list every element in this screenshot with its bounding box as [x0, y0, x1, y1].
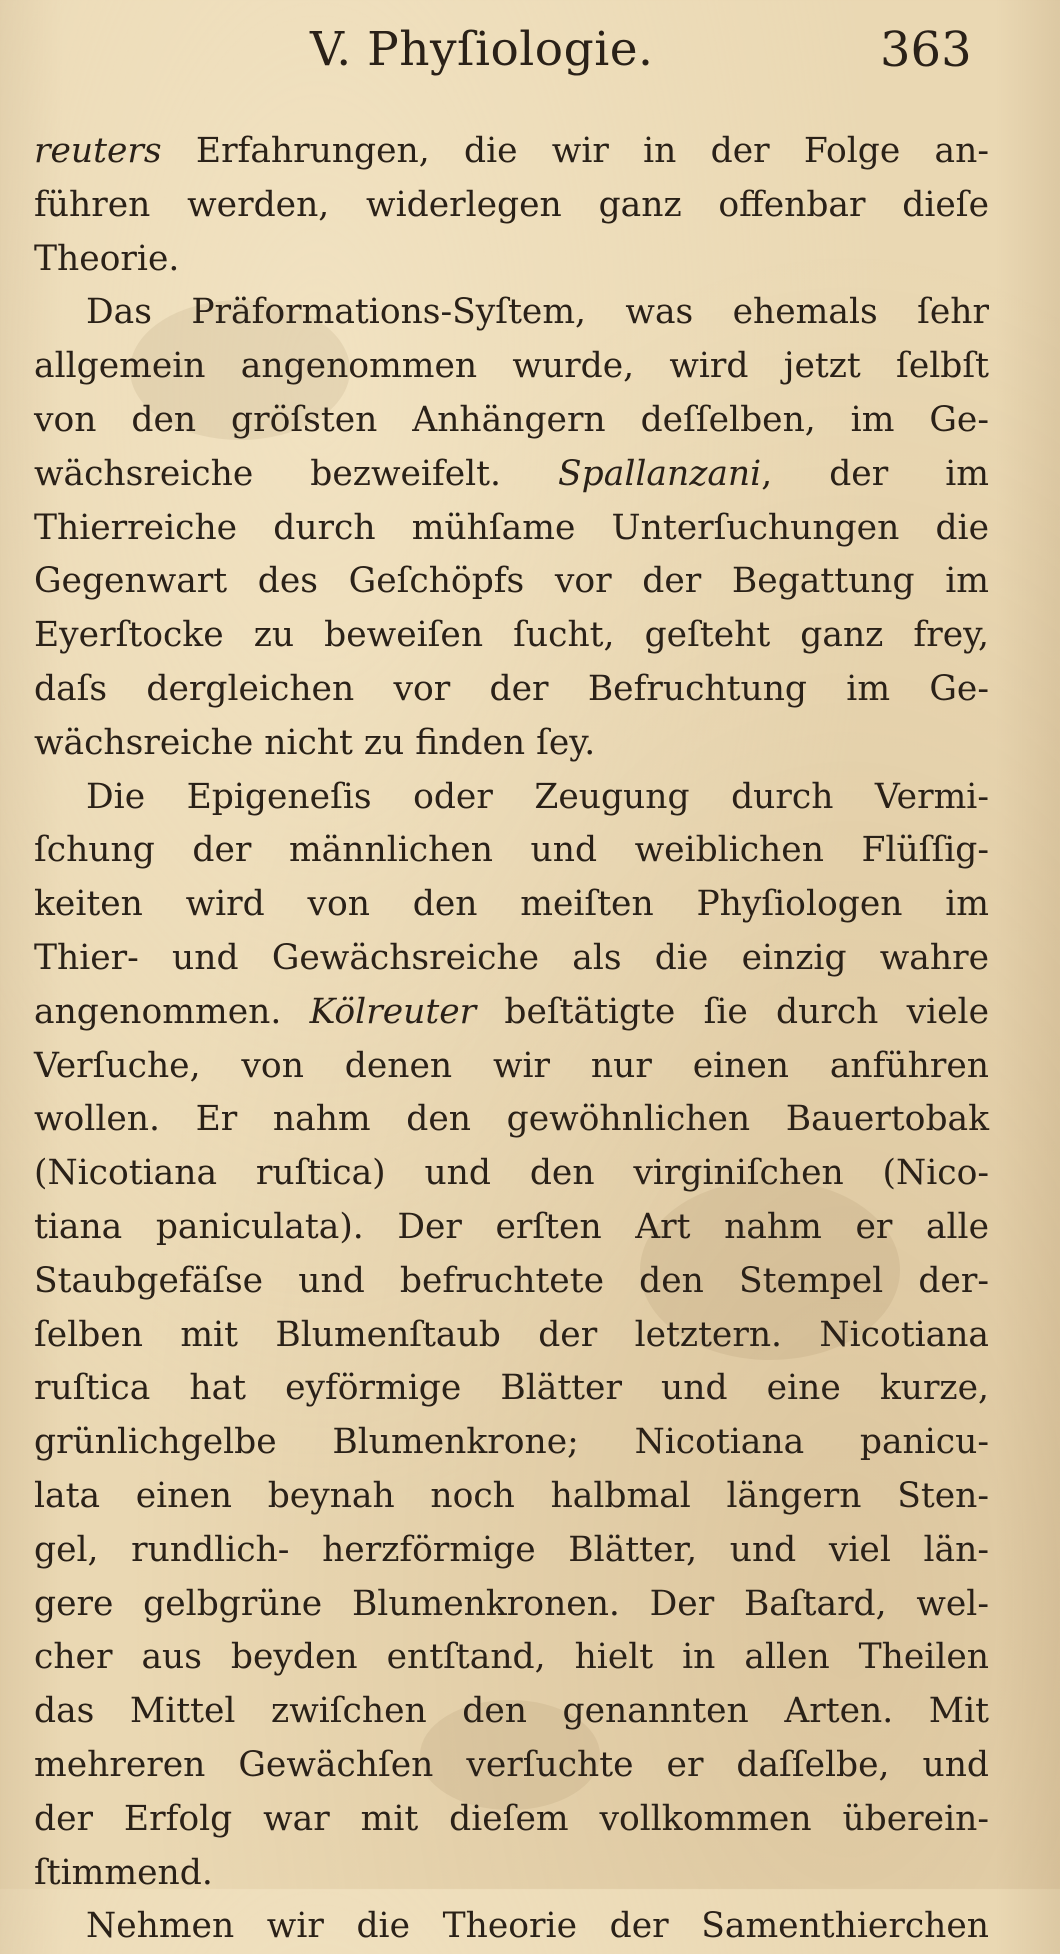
- page-number: 363: [880, 22, 972, 78]
- text-body: [34, 125, 989, 1954]
- text-line: Verſuche, von denen wir nur einen anführen: [34, 1045, 989, 1086]
- text-line: lata einen beynah noch halbmal längern Sten-: [34, 1475, 989, 1516]
- text-line: ſchung der männlichen und weiblichen Flüſſig-: [34, 830, 989, 871]
- text-line: Staubgefäſse und befruchtete den Stempel der-: [34, 1260, 989, 1301]
- text-line: grünlichgelbe Blumenkrone; Nicotiana panicu-: [34, 1422, 989, 1463]
- text-line: führen werden, widerlegen ganz offenbar dieſe: [34, 184, 989, 225]
- text-line: angenommen. Kölreuter beſtätigte ſie durch viele: [34, 991, 989, 1032]
- text-line: keiten wird von den meiſten Phyſiologen im: [34, 884, 989, 925]
- text-line: allgemein angenommen wurde, wird jetzt ſelbſt: [34, 346, 989, 387]
- text-line: ruſtica hat eyförmige Blätter und eine kurze,: [34, 1368, 989, 1409]
- text-line: gere gelbgrüne Blumenkronen. Der Baſtard, wel-: [34, 1583, 989, 1624]
- text-line: wächsreiche nicht zu finden ſey.: [34, 722, 596, 763]
- text-line: ſelben mit Blumenſtaub der letztern. Nicotiana: [34, 1314, 989, 1355]
- text-line: Thierreiche durch mühſame Unterſuchungen die: [34, 507, 989, 548]
- italic-name: Kölreuter: [309, 991, 477, 1032]
- text-line: der Erfolg war mit dieſem vollkommen überein-: [34, 1798, 989, 1839]
- section-title: V. Phyſiologie.: [310, 22, 654, 77]
- text-line: wächsreiche bezweifelt. Spallanzani, der im: [34, 453, 989, 494]
- text-line: Gegenwart des Geſchöpfs vor der Begattung im: [34, 561, 989, 602]
- text-line: ſtimmend.: [34, 1852, 213, 1893]
- italic-name: reuters: [34, 131, 162, 171]
- text-line: daſs dergleichen vor der Befruchtung im Ge-: [34, 668, 989, 709]
- text-line: von den gröſsten Anhängern deſſelben, im Ge-: [34, 399, 989, 440]
- text-line: Thier- und Gewächsreiche als die einzig wahre: [34, 937, 989, 978]
- text-line: das Mittel zwiſchen den genannten Arten. Mit: [34, 1691, 989, 1732]
- text-line: mehreren Gewächſen verſuchte er daſſelbe, und: [34, 1744, 989, 1785]
- running-head: [0, 20, 1060, 80]
- text-line: (Nicotiana ruſtica) und den virginiſchen (Nico-: [34, 1153, 989, 1194]
- italic-name: Spallanzani: [558, 453, 762, 494]
- text-line: reuters Erfahrungen, die wir in der Folge an-: [34, 131, 989, 171]
- text-line: gel, rundlich- herzförmige Blätter, und viel län-: [34, 1529, 989, 1570]
- text-line: tiana paniculata). Der erſten Art nahm er alle: [34, 1206, 989, 1247]
- text-line: cher aus beyden entſtand, hielt in allen Theilen: [34, 1637, 989, 1678]
- paragraph-start-line: Nehmen wir die Theorie der Samenthierchen: [86, 1906, 989, 1947]
- paragraph-start-line: Die Epigeneſis oder Zeugung durch Vermi-: [86, 776, 989, 817]
- text-line: Eyerſtocke zu beweiſen ſucht, geſteht ganz frey,: [34, 615, 989, 656]
- text-line: Theorie.: [34, 238, 180, 279]
- text-line: wollen. Er nahm den gewöhnlichen Bauertobak: [34, 1099, 989, 1140]
- paragraph-start-line: Das Präformations-Syſtem, was ehemals ſehr: [86, 292, 989, 333]
